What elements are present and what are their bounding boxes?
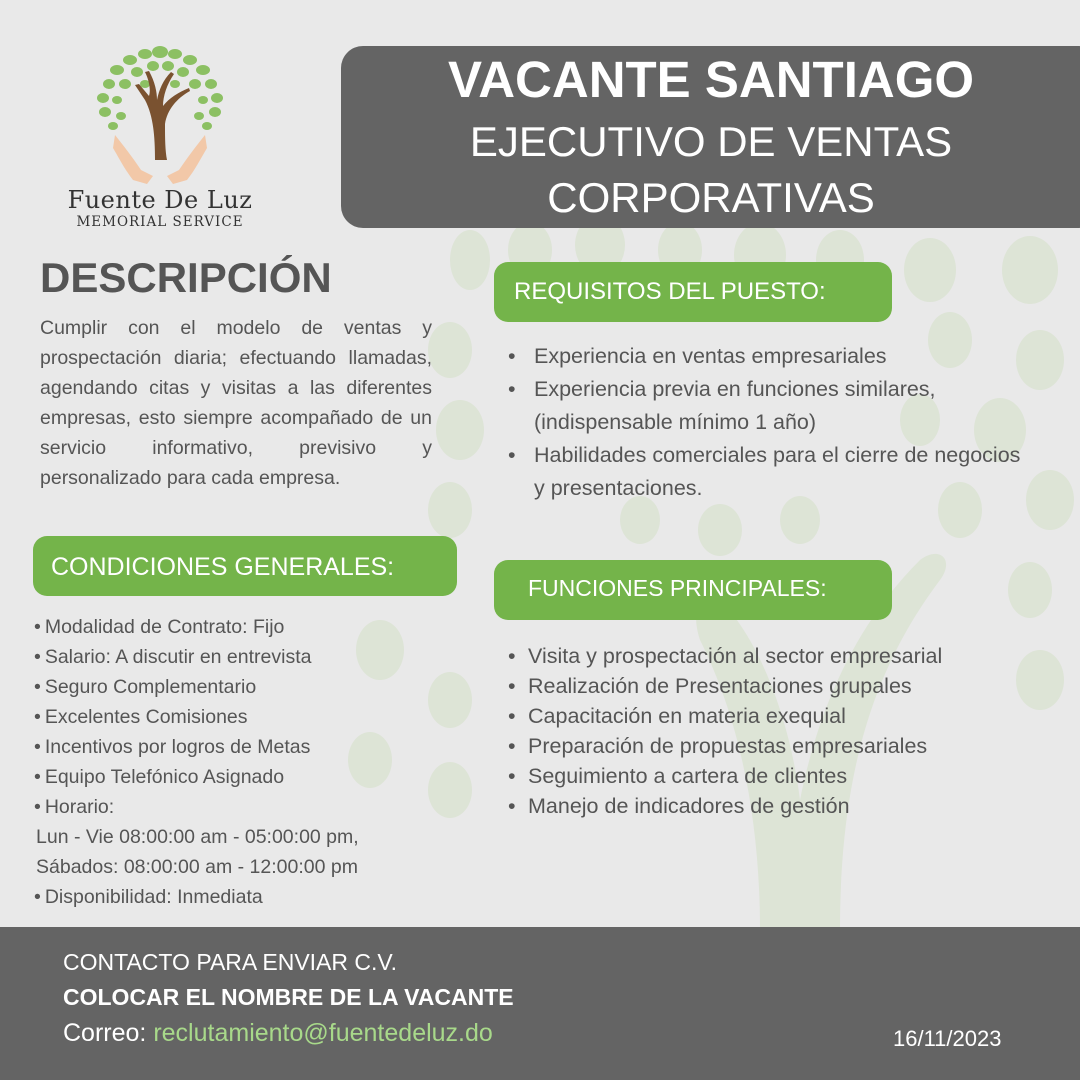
title-line-3: CORPORATIVAS: [547, 174, 875, 221]
brand-subtitle: MEMORIAL SERVICE: [76, 214, 244, 230]
brand-name: Fuente De Luz: [67, 186, 253, 214]
vacancy-instruction: COLOCAR EL NOMBRE DE LA VACANTE: [63, 984, 514, 1010]
requirements-list: [508, 340, 1028, 505]
description-text: Cumplir con el modelo de ventas y prospectación diaria; efectuando llamadas, agendando citas y visitas a las diferentes empresas, esto siempre acompañado de un servicio informativo, previsivo y personalizado para cada empresa.: [40, 317, 432, 489]
list-item: • Habilidades comerciales para el cierre de negocios y presentaciones.: [508, 443, 1021, 500]
footer-contact: [0, 927, 1080, 1080]
contact-line: CONTACTO PARA ENVIAR C.V.: [63, 949, 398, 975]
tree-hands-icon: [75, 40, 245, 186]
list-item: • Modalidad de Contrato: Fijo: [34, 616, 285, 638]
functions-heading: FUNCIONES PRINCIPALES:: [494, 560, 892, 620]
post-date: 16/11/2023: [893, 1026, 1002, 1051]
brand-logo: [60, 40, 260, 240]
list-item: • Seguro Complementario: [34, 676, 257, 698]
list-item: • Seguimiento a cartera de clientes: [508, 764, 848, 788]
list-item: • Salario: A discutir en entrevista: [34, 646, 312, 668]
list-item: • Horario:: [34, 796, 115, 818]
email-link[interactable]: reclutamiento@fuentedeluz.do: [153, 1019, 493, 1047]
list-item: Sábados: 08:00:00 am - 12:00:00 pm: [36, 856, 358, 878]
list-item: • Preparación de propuestas empresariales: [508, 734, 928, 758]
list-item: • Manejo de indicadores de gestión: [508, 794, 850, 818]
functions-list: [508, 641, 1048, 821]
list-item: • Equipo Telefónico Asignado: [34, 766, 285, 788]
list-item: • Excelentes Comisiones: [34, 706, 248, 728]
conditions-heading: CONDICIONES GENERALES:: [33, 536, 457, 596]
list-item: • Realización de Presentaciones grupales: [508, 674, 912, 698]
list-item: • Visita y prospectación al sector empresarial: [508, 644, 943, 668]
title-line-1: VACANTE SANTIAGO: [447, 51, 975, 108]
list-item: • Incentivos por logros de Metas: [34, 736, 311, 758]
description-heading: DESCRIPCIÓN: [40, 254, 332, 301]
list-item: • Capacitación en materia exequial: [508, 704, 846, 728]
email-label: Correo:: [63, 1019, 147, 1047]
list-item: • Experiencia en ventas empresariales: [508, 344, 887, 368]
email-line: [63, 1019, 493, 1048]
list-item: • Experiencia previa en funciones similares, (indispensable mínimo 1 año): [508, 377, 936, 434]
list-item: Lun - Vie 08:00:00 am - 05:00:00 pm,: [36, 826, 359, 848]
requirements-heading: REQUISITOS DEL PUESTO:: [494, 262, 892, 322]
list-item: • Disponibilidad: Inmediata: [34, 886, 263, 908]
title-block: [341, 46, 1080, 228]
title-line-2: EJECUTIVO DE VENTAS: [469, 118, 953, 165]
conditions-list: [34, 612, 474, 912]
